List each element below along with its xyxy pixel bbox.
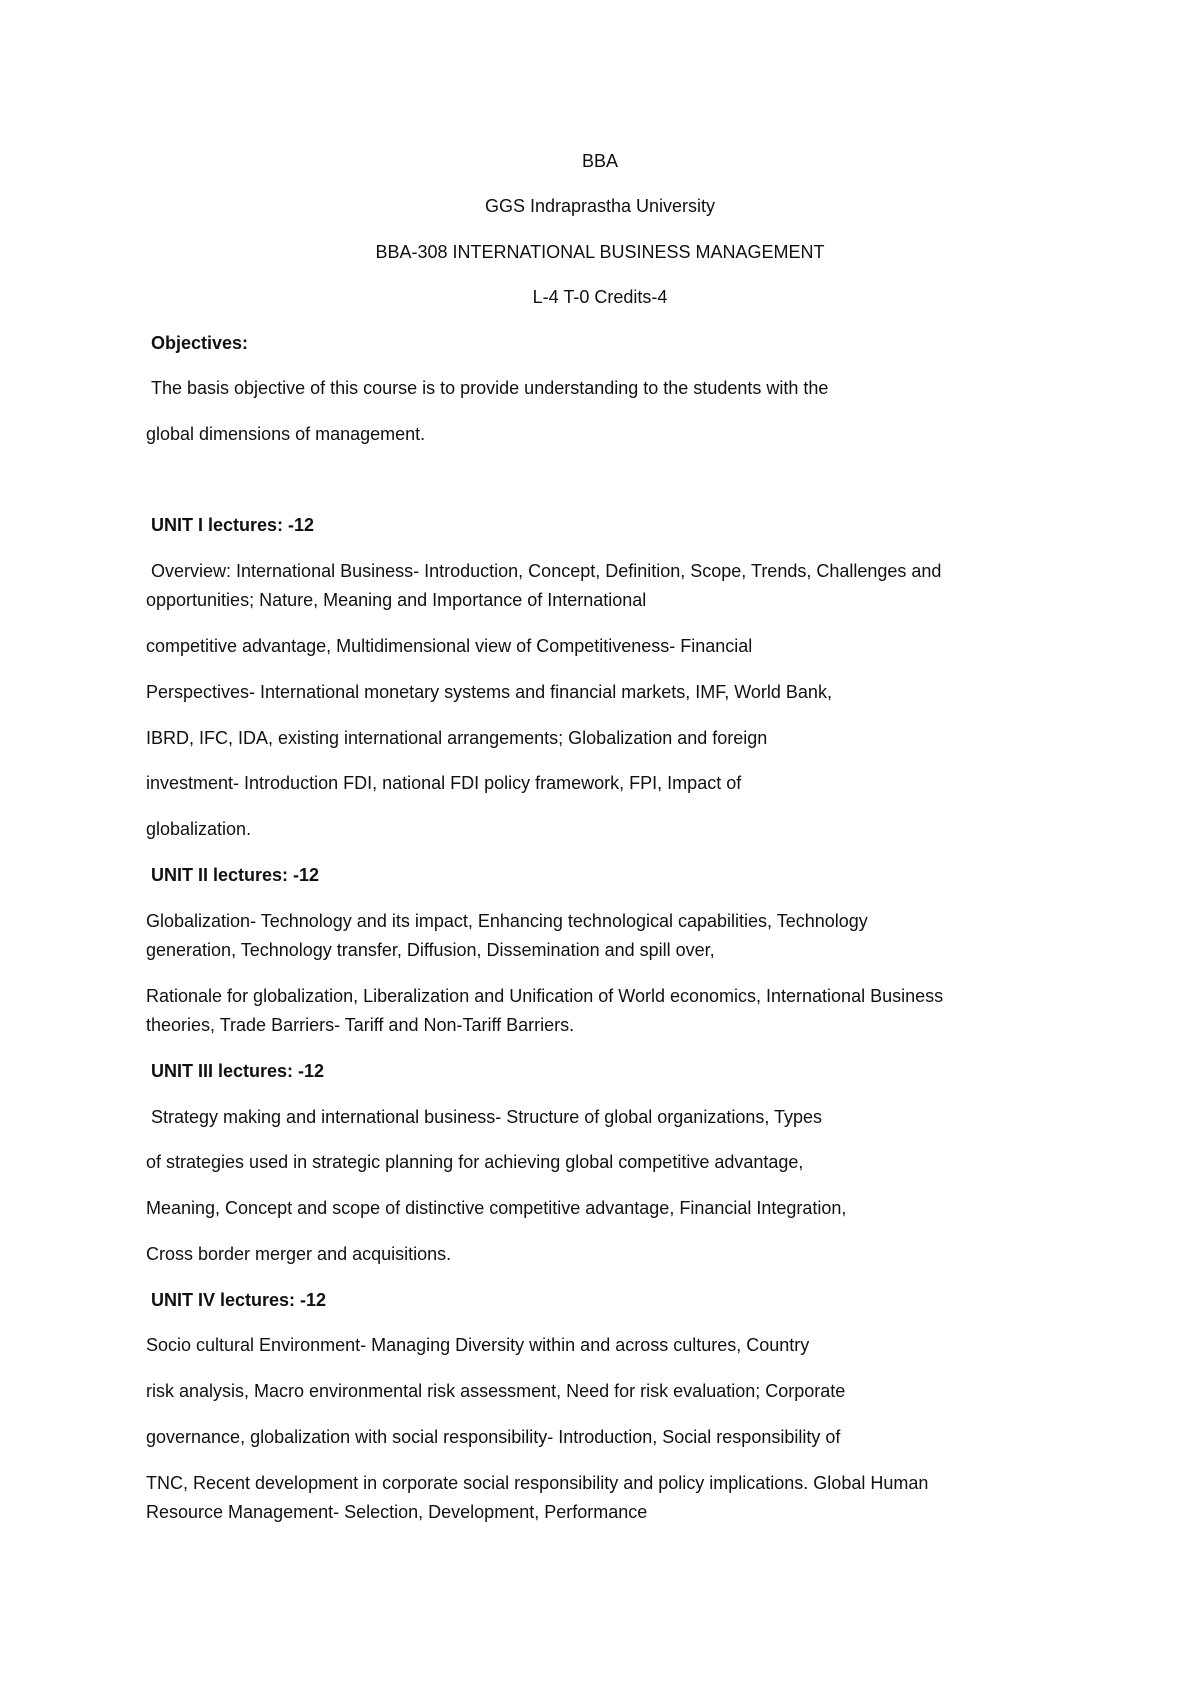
unit-line: risk analysis, Macro environmental risk assessment, Need for risk evaluation; Corporate [146,1381,846,1401]
unit-line: Overview: International Business- Introduction, Concept, Definition, Scope, Trends, Challenges and [151,561,942,581]
objectives-line: global dimensions of management. [146,424,426,444]
objectives-line: The basis objective of this course is to provide understanding to the students with the [151,378,829,398]
unit-line: globalization. [146,819,252,839]
unit-line: Perspectives- International monetary systems and financial markets, IMF, World Bank, [146,682,832,702]
unit-line: Rationale for globalization, Liberalization and Unification of World economics, International Business [146,986,944,1006]
university-name: GGS Indraprastha University [484,196,716,216]
unit-line: of strategies used in strategic planning for achieving global competitive advantage, [146,1152,804,1172]
unit-line: opportunities; Nature, Meaning and Importance of International [146,590,647,610]
unit-line: theories, Trade Barriers- Tariff and Non-Tariff Barriers. [146,1015,575,1035]
unit-line: generation, Technology transfer, Diffusion, Dissemination and spill over, [146,940,715,960]
unit-line: competitive advantage, Multidimensional view of Competitiveness- Financial [146,636,753,656]
unit-heading: UNIT IV lectures: -12 [151,1290,327,1310]
unit-line: Cross border merger and acquisitions. [146,1244,452,1264]
program-title: BBA [581,151,619,171]
objectives-heading: Objectives: [151,333,249,353]
unit-line: Globalization- Technology and its impact, Enhancing technological capabilities, Technology [146,911,868,931]
unit-line: Strategy making and international business- Structure of global organizations, Types [151,1107,823,1127]
unit-heading: UNIT III lectures: -12 [151,1061,325,1081]
unit-heading: UNIT I lectures: -12 [151,515,315,535]
unit-line: TNC, Recent development in corporate social responsibility and policy implications. Global Human [146,1473,929,1493]
unit-heading: UNIT II lectures: -12 [151,865,320,885]
unit-line: investment- Introduction FDI, national FDI policy framework, FPI, Impact of [146,773,742,793]
unit-line: Meaning, Concept and scope of distinctive competitive advantage, Financial Integration, [146,1198,847,1218]
unit-line: governance, globalization with social responsibility- Introduction, Social responsibility of [146,1427,841,1447]
course-credits: L-4 T-0 Credits-4 [532,287,668,307]
course-title: BBA-308 INTERNATIONAL BUSINESS MANAGEMENT [375,242,825,262]
unit-line: Socio cultural Environment- Managing Diversity within and across cultures, Country [146,1335,810,1355]
unit-line: IBRD, IFC, IDA, existing international arrangements; Globalization and foreign [146,728,768,748]
unit-line: Resource Management- Selection, Development, Performance [146,1502,648,1522]
